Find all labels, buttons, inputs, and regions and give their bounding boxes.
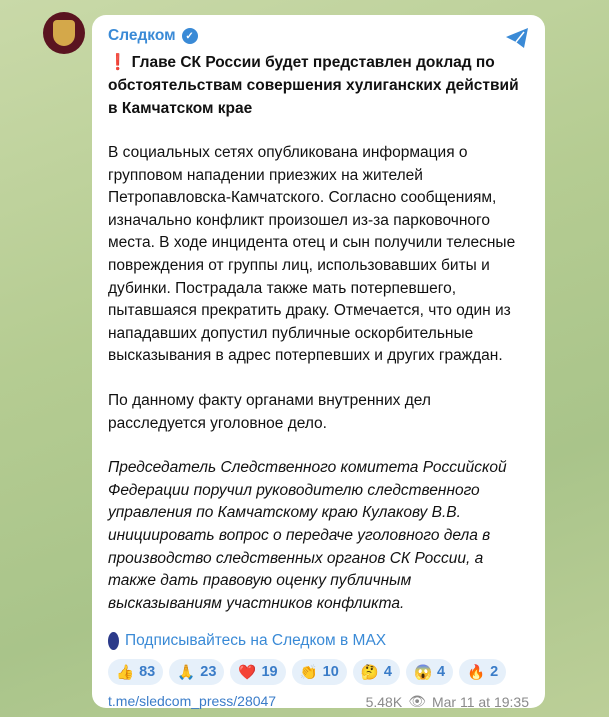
exclamation-icon: ❗ — [108, 54, 128, 71]
scream-icon: 😱 — [413, 664, 433, 681]
post-paragraph: В социальных сетях опубликована информация о групповом нападении приезжих на жителей Петропавловска-Камчатского. Согласно сообщениям, изначально конфликт произошел из-за парковочного места. В ходе инцидента отец и сын получили телесные повреждения от группы лиц, использовавших биты и дубинки. Пострадала также мать потерпевшего, пытавшаяся прекратить драку. Отмечается, что один из нападавших допустил публичные оскорбительные высказывания в адрес потерпевших и других граждан. — [108, 144, 516, 365]
heart-icon: ❤️ — [238, 664, 257, 681]
max-logo-icon — [108, 632, 119, 650]
reaction-fire[interactable] — [459, 659, 506, 685]
verified-icon: ✓ — [182, 28, 198, 44]
post-paragraph-italic — [108, 457, 529, 615]
channel-header — [108, 25, 529, 47]
reaction-clap[interactable] — [292, 659, 347, 685]
reaction-count: 2 — [490, 664, 499, 681]
eye-icon: 👁 — [408, 693, 426, 710]
fire-icon: 🔥 — [467, 664, 486, 681]
reaction-heart[interactable] — [230, 659, 285, 685]
thumbs-up-icon: 👍 — [116, 664, 135, 681]
emblem-icon — [53, 20, 75, 46]
reaction-scream[interactable] — [406, 659, 453, 685]
reaction-pray[interactable] — [169, 659, 224, 685]
reaction-count: 19 — [261, 664, 278, 681]
reaction-thinking[interactable] — [353, 659, 400, 685]
post-paragraph: По данному факту органами внутренних дел расследуется уголовное дело. — [108, 391, 431, 432]
post-title — [108, 51, 529, 120]
pray-icon: 🙏 — [177, 664, 196, 681]
post-paragraph-italic-text: Председатель Следственного комитета Российской Федерации поручил руководителю следственного управления по Камчатскому краю Кулакову В.В. инициировать вопрос о передаче уголовного дела в производство следственных органов СК России, а также дать правовую оценку публичным высказываниям участников конфликта. — [108, 459, 507, 612]
reactions-bar — [108, 659, 529, 685]
message-card — [92, 15, 545, 708]
telegram-share-icon[interactable] — [505, 27, 529, 49]
reaction-count: 10 — [322, 664, 339, 681]
reaction-count: 83 — [139, 664, 156, 681]
reaction-count: 23 — [200, 664, 217, 681]
subscribe-link-text[interactable]: Подписывайтесь на Следком в MAX — [125, 632, 387, 650]
thinking-icon: 🤔 — [360, 664, 379, 681]
reaction-count: 4 — [383, 664, 392, 681]
subscribe-link[interactable] — [108, 632, 529, 650]
message-footer — [108, 693, 529, 710]
view-count: 5.48K — [365, 693, 403, 710]
post-date: Mar 11 at 19:35 — [431, 693, 529, 710]
channel-name[interactable]: Следком — [108, 27, 176, 44]
reaction-count: 4 — [437, 664, 446, 681]
clap-icon: 👏 — [299, 664, 318, 681]
reaction-thumbs-up[interactable] — [108, 659, 163, 685]
post-link[interactable]: t.me/sledcom_press/28047 — [108, 693, 277, 710]
channel-avatar[interactable] — [43, 12, 85, 54]
post-title-text: Главе СК России будет представлен доклад по обстоятельствам совершения хулиганских действий в Камчатском крае — [108, 54, 519, 117]
